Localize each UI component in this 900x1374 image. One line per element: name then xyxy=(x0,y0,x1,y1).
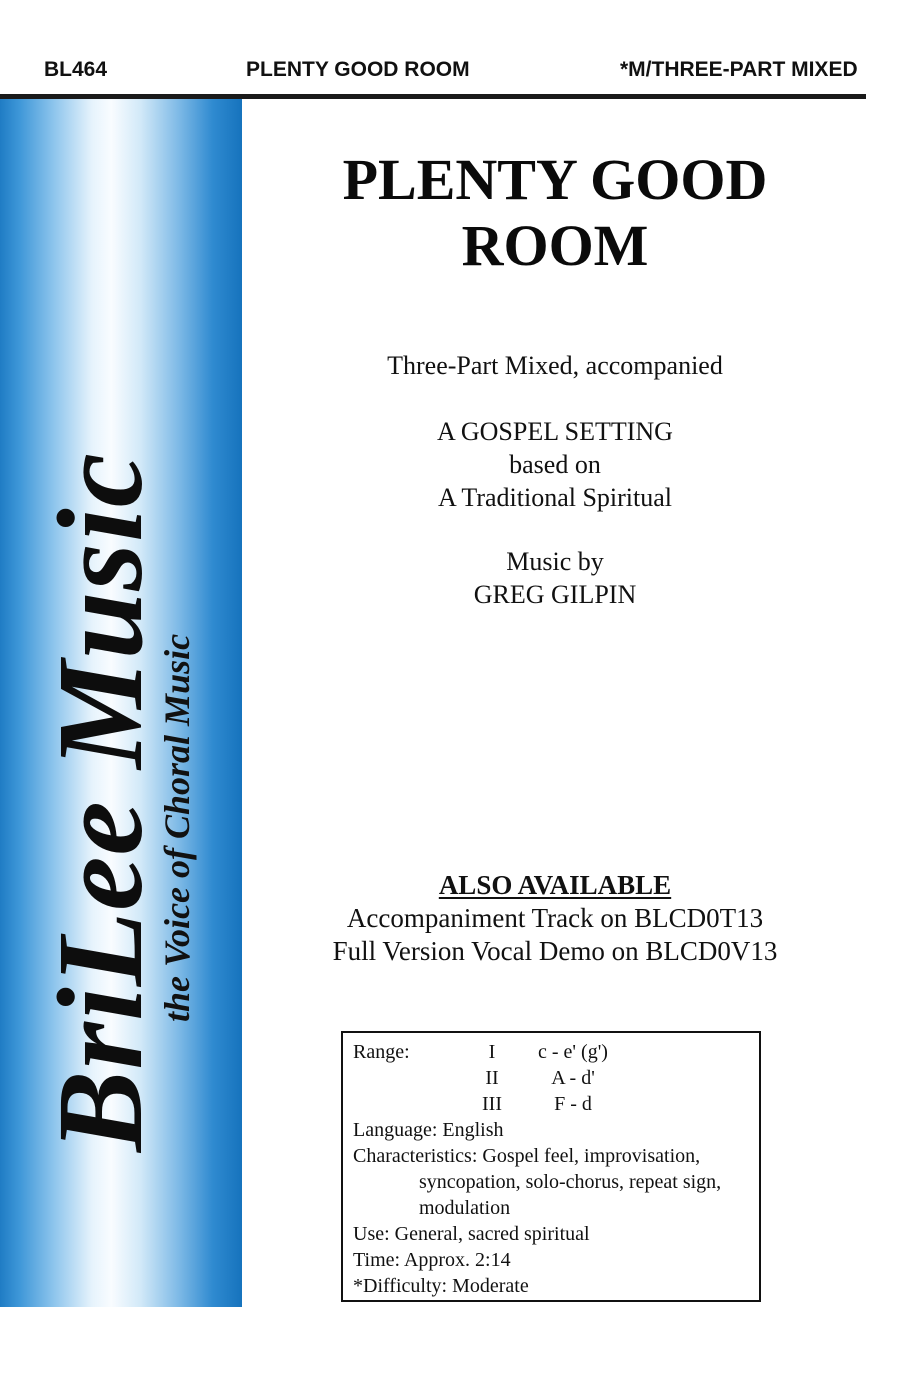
title-line-1: PLENTY GOOD xyxy=(342,147,768,212)
brand-sidebar xyxy=(0,99,242,1307)
also-available-item: Full Version Vocal Demo on BLCD0V13 xyxy=(332,936,778,966)
characteristics-line: Characteristics: Gospel feel, improvisation, xyxy=(353,1145,701,1167)
range-row xyxy=(353,1091,759,1117)
title-line-2: ROOM xyxy=(461,213,649,278)
header-voicing: *M/THREE-PART MIXED xyxy=(620,58,858,81)
difficulty-line: *Difficulty: Moderate xyxy=(353,1275,529,1297)
range-part: II xyxy=(485,1067,499,1089)
time-line: Time: Approx. 2:14 xyxy=(353,1249,511,1271)
range-row xyxy=(353,1065,759,1091)
range-value: A - d' xyxy=(551,1067,595,1089)
brand-name: BriLee Music xyxy=(33,452,168,1152)
also-available-item: Accompaniment Track on BLCD0T13 xyxy=(346,903,764,933)
range-value: F - d xyxy=(554,1093,592,1115)
setting-line-3: A Traditional Spiritual xyxy=(437,483,673,512)
range-part: III xyxy=(482,1093,502,1115)
setting-line-2: based on xyxy=(509,450,601,479)
characteristics-line: syncopation, solo-chorus, repeat sign, xyxy=(419,1171,722,1193)
credit-label: Music by xyxy=(506,547,604,576)
language-line: Language: English xyxy=(353,1119,504,1141)
range-row xyxy=(353,1039,759,1065)
range-label: Range: xyxy=(353,1041,410,1063)
header-bar xyxy=(0,58,900,86)
composer-name: GREG GILPIN xyxy=(473,580,637,609)
cover-main xyxy=(242,99,868,1374)
catalog-number: BL464 xyxy=(44,58,108,81)
range-part: I xyxy=(488,1041,496,1063)
brand-logo xyxy=(33,452,197,1152)
also-available-section xyxy=(242,869,868,968)
characteristics-line: modulation xyxy=(419,1197,511,1219)
brand-tagline: the Voice of Choral Music xyxy=(157,633,197,1022)
range-value: c - e' (g') xyxy=(538,1041,608,1063)
setting-line-1: A GOSPEL SETTING xyxy=(437,417,673,446)
composer-credit xyxy=(242,545,868,611)
header-title: PLENTY GOOD ROOM xyxy=(246,58,470,81)
also-available-heading: ALSO AVAILABLE xyxy=(438,870,672,900)
voicing-description: Three-Part Mixed, accompanied xyxy=(387,351,723,380)
use-line: Use: General, sacred spiritual xyxy=(353,1223,590,1245)
setting-description xyxy=(242,415,868,514)
page-title xyxy=(242,147,868,279)
info-box xyxy=(341,1031,761,1302)
